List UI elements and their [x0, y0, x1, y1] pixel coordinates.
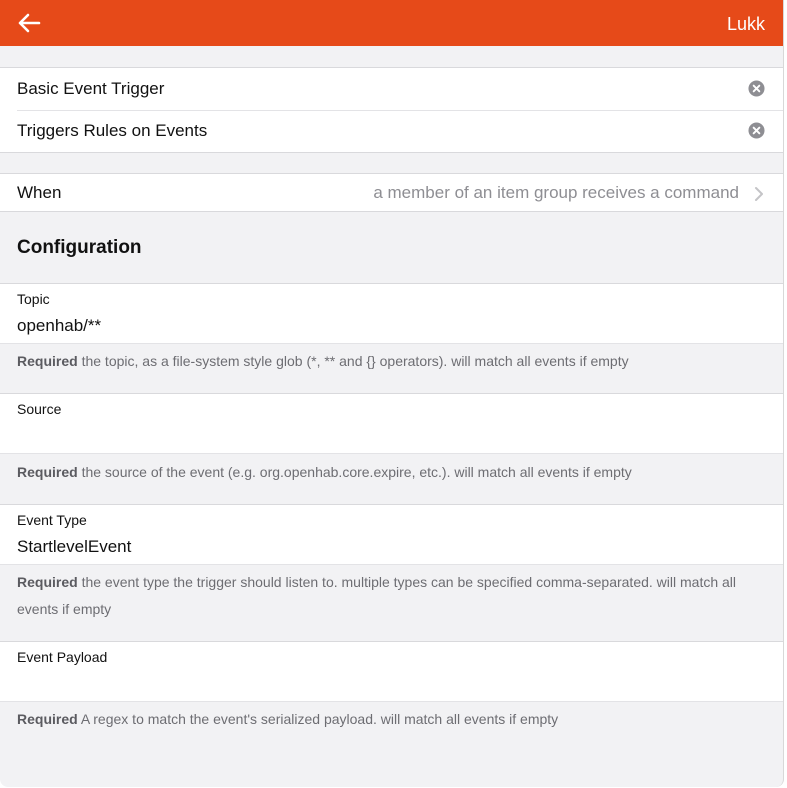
clear-circle-icon[interactable] [748, 80, 765, 97]
when-value: a member of an item group receives a command [373, 183, 739, 202]
source-field [0, 393, 784, 454]
source-input[interactable] [17, 424, 757, 448]
module-label[interactable]: Basic Event Trigger [17, 79, 165, 98]
event-type-hint-text: the event type the trigger should listen to. multiple types can be specified comma-separated. will match all events if empty [17, 574, 737, 617]
topic-input[interactable] [17, 314, 757, 338]
module-description[interactable]: Triggers Rules on Events [17, 121, 208, 140]
event-payload-hint-text: A regex to match the event's serialized payload. will match all events if empty [80, 711, 559, 727]
required-tag: Required [17, 711, 78, 727]
event-type-field [0, 504, 784, 565]
module-label-row[interactable] [0, 68, 784, 110]
event-type-input[interactable] [17, 535, 757, 559]
when-selector[interactable] [0, 173, 784, 212]
module-description-row[interactable] [0, 110, 784, 152]
topic-hint-text: the topic, as a file-system style glob (*, ** and {} operators). will match all events if empty [81, 353, 629, 369]
topic-hint [17, 348, 772, 375]
close-link[interactable]: Lukk [726, 14, 765, 34]
navbar [0, 0, 784, 46]
event-type-hint [17, 569, 772, 623]
event-payload-input[interactable] [17, 672, 757, 696]
topic-label: Topic [17, 291, 50, 307]
source-hint [17, 459, 772, 486]
clear-circle-icon[interactable] [748, 122, 765, 139]
required-tag: Required [17, 464, 78, 480]
source-hint-text: the source of the event (e.g. org.openhab.core.expire, etc.). will match all events if empty [81, 464, 632, 480]
required-tag: Required [17, 353, 78, 369]
back-button[interactable] [14, 9, 44, 37]
topic-field [0, 283, 784, 344]
module-info-list [0, 67, 784, 153]
when-label: When [17, 182, 62, 202]
chevron-right-icon [754, 186, 764, 202]
event-payload-field [0, 641, 784, 702]
arrow-left-icon [17, 13, 41, 33]
required-tag: Required [17, 574, 78, 590]
event-payload-hint [17, 706, 772, 733]
configuration-title: Configuration [17, 237, 142, 258]
event-type-label: Event Type [17, 512, 87, 528]
source-label: Source [17, 401, 62, 417]
event-payload-label: Event Payload [17, 649, 108, 665]
